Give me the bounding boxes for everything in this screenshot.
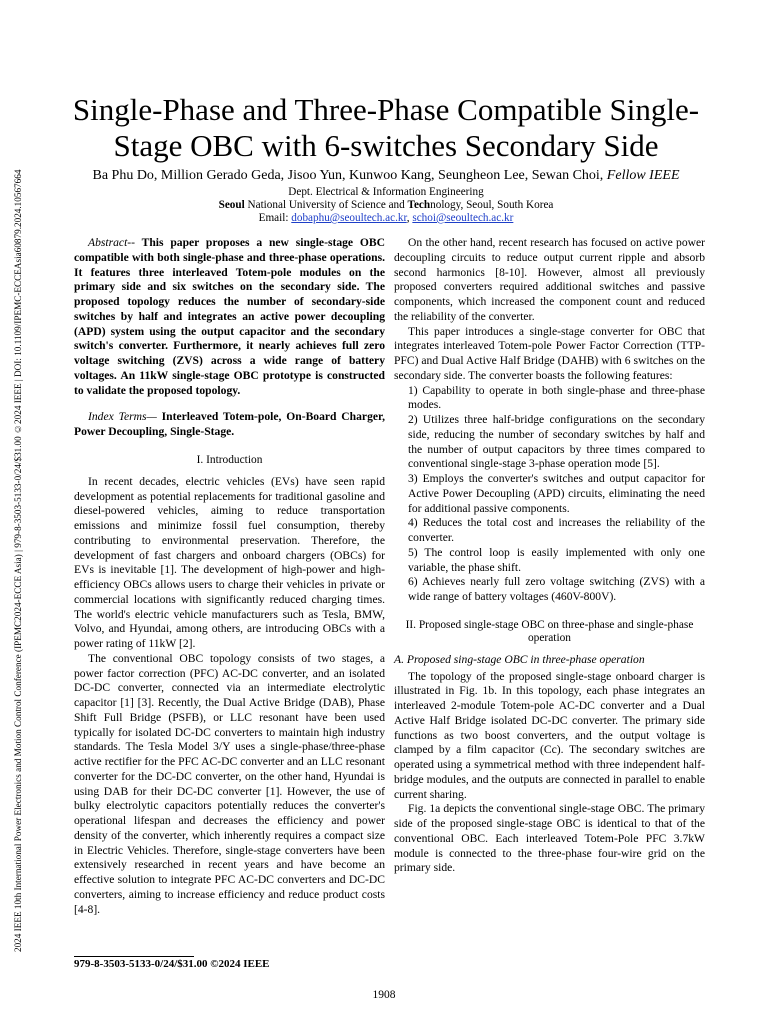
abstract-label: Abstract--	[88, 236, 136, 249]
abstract-text: This paper proposes a new single-stage OBC compatible with both single-phase and three-phase operations. It features three interleaved Totem-pole modules on the primary side and six switches on the secondary side. The proposed topology reduces the number of secondary-side switches by half and integrates an active power decoupling (APD) system using the output capacitor and the secondary switch's converter. Furthermore, it nearly achieves full zero voltage switching (ZVS) across a wide range of battery voltages. An 11kW single-stage OBC prototype is constructed to validate the proposed topology.	[74, 236, 385, 397]
section2-paragraph-2: Fig. 1a depicts the conventional single-stage OBC. The primary side of the proposed single-stage OBC is identical to that of the conventional OBC. Each interleaved Totem-Pole PFC 3.7kW module is connected to the three-phase four-wire grid on the primary side.	[394, 802, 705, 875]
index-terms-text: Interleaved Totem-pole, On-Board Charger, Power Decoupling, Single-Stage.	[74, 410, 385, 438]
intro-paragraph-1: In recent decades, electric vehicles (EVs) have seen rapid development as potential replacements for traditional gasoline and diesel-powered vehicles, aiming to reduce transportation emissions and minimize fossil fuel consumption, thereby contributing to environmental preservation. Therefore, the development of fast chargers and onboard chargers (OBCs) for EVs is inevitable [1]. The development of high-power and high-efficiency OBCs allows users to charge their vehicles in private or commercial locations with significantly reduced charging times. The world's electric vehicle manufacturers such as Tesla, BMW, Volvo, and Hyundai, among others, are introducing OBCs with a power rating of 11kW [2].	[74, 474, 385, 650]
email-separator: ,	[406, 212, 413, 224]
feature-item: 2) Utilizes three half-bridge configurations on the secondary side, reducing the number of secondary switches by half and the number of output capacitors by three times compared to conventional single-stage 3-phase operation mode [5].	[408, 413, 705, 471]
index-terms	[74, 410, 385, 440]
author-fellow: Fellow IEEE	[606, 168, 680, 183]
affiliation-univ-part2: nology, Seoul, South Korea	[430, 199, 554, 211]
author-list	[52, 167, 720, 185]
email-label: Email:	[258, 212, 292, 224]
feature-list	[394, 384, 705, 605]
index-terms-label: Index Terms—	[88, 410, 157, 424]
section-heading-proposed: II. Proposed single-stage OBC on three-phase and single-phase operation	[405, 618, 694, 644]
intro-paragraph-3: On the other hand, recent research has focused on active power decoupling circuits to reduce output current ripple and absorb second harmonics [8-10]. However, almost all previously proposed converters required additional switches and passive components, which increased the component count and reduced the reliability of the converter.	[394, 236, 705, 323]
intro-paragraph-4: This paper introduces a single-stage converter for OBC that integrates interleaved Totem-pole Power Factor Correction (TTP-PFC) and Dual Active Half Bridge (DAHB) with 6 switches on the secondary side. The converter boasts the following features:	[394, 324, 705, 382]
section-heading-introduction: I. Introduction	[196, 453, 263, 466]
feature-item: 3) Employs the converter's switches and output capacitor for Active Power Decoupling (APD) circuits, eliminating the need for additional passive components.	[408, 472, 705, 515]
section2-paragraph-1: The topology of the proposed single-stage onboard charger is illustrated in Fig. 1b. In this topology, each phase integrates an interleaved 2-module Totem-pole AC-DC converter and a Dual Active Half Bridge isolated DC-DC converter. The primary side functions as two boost converters, and the output voltage is clamped by a film capacitor (Cc). The secondary switches are operated using a symmetrical method with three independent half-bridge modules, and the outputs are connected in parallel to enable current sharing.	[394, 669, 705, 801]
affiliation-univ-part1: National University of Science and	[244, 199, 408, 211]
affiliation-dept: Dept. Electrical & Information Engineering	[288, 186, 484, 198]
intro-paragraph-2: The conventional OBC topology consists of two stages, a power factor correction (PFC) AC-DC converter, and an isolated DC-DC converter, connected via an intermediate electrolytic capacitor [1] [3]. Recently, the Dual Active Bridge (DAB), Phase Shift Full Bridge (PSFB), or LLC resonant have been used typically for isolated DC-DC converters to maintain high industry standards. The Tesla Model 3/Y uses a single-phase/three-phase active rectifier for the PFC AC-DC converter and an LLC resonant converter for the DC-DC converter, on the other hand, Hyundai is using DAB for their DC-DC converter [1]. However, the use of bulky electrolytic capacitors potentially reduces the converter's operational lifespan and decreases the efficiency and power density of the converter, which inherently requires a compact size in Electric Vehicles. Therefore, single-stage converters have been extensively researched in recent years and have become an effective solution to integrate PFC AC-DC converters and DC-DC converters, aiming to increase efficiency and reduce product costs [4-8].	[74, 651, 385, 916]
subsection-heading-a: A. Proposed sing-stage OBC in three-phase operation	[394, 652, 645, 666]
affiliation-univ-tech: Tech	[407, 199, 431, 211]
feature-item: 6) Achieves nearly full zero voltage switching (ZVS) with a wide range of battery voltages (460V-800V).	[408, 575, 705, 603]
page-number: 1908	[372, 989, 396, 1001]
feature-item: 1) Capability to operate in both single-phase and three-phase modes.	[408, 383, 705, 412]
affiliation-univ	[52, 199, 720, 212]
feature-item: 4) Reduces the total cost and increases the reliability of the converter.	[408, 516, 705, 544]
feature-item: 5) The control loop is easily implemented with only one variable, the phase shift.	[408, 545, 705, 574]
footer-copyright: 979-8-3503-5133-0/24/$31.00 ©2024 IEEE	[74, 958, 270, 970]
email-link-1[interactable]: dobaphu@seoultech.ac.kr	[291, 212, 407, 224]
right-column	[394, 236, 705, 876]
doi-sidebar: 2024 IEEE 10th International Power Electronics and Motion Control Conference (IPEMC2024-ECCE Asia) | 979-8-3503-5133-0/24/$31.00 ©2024 IEEE | DOI: 10.1109/IPEMC-ECCEAsia60879.2024.10567664	[13, 169, 23, 952]
abstract	[74, 236, 385, 398]
author-names: Ba Phu Do, Million Gerado Geda, Jisoo Yun, Kunwoo Kang, Seungheon Lee, Sewan Choi,	[92, 168, 607, 183]
left-column	[74, 236, 385, 917]
email-link-2[interactable]: schoi@seoultech.ac.kr	[412, 212, 514, 224]
paper-title: Single-Phase and Three-Phase Compatible Single-Stage OBC with 6-switches Secondary Side	[72, 92, 700, 163]
footer-rule	[74, 956, 194, 957]
affiliation	[52, 186, 720, 225]
affiliation-email	[52, 212, 720, 225]
affiliation-univ-seoul: Seoul	[218, 199, 245, 211]
